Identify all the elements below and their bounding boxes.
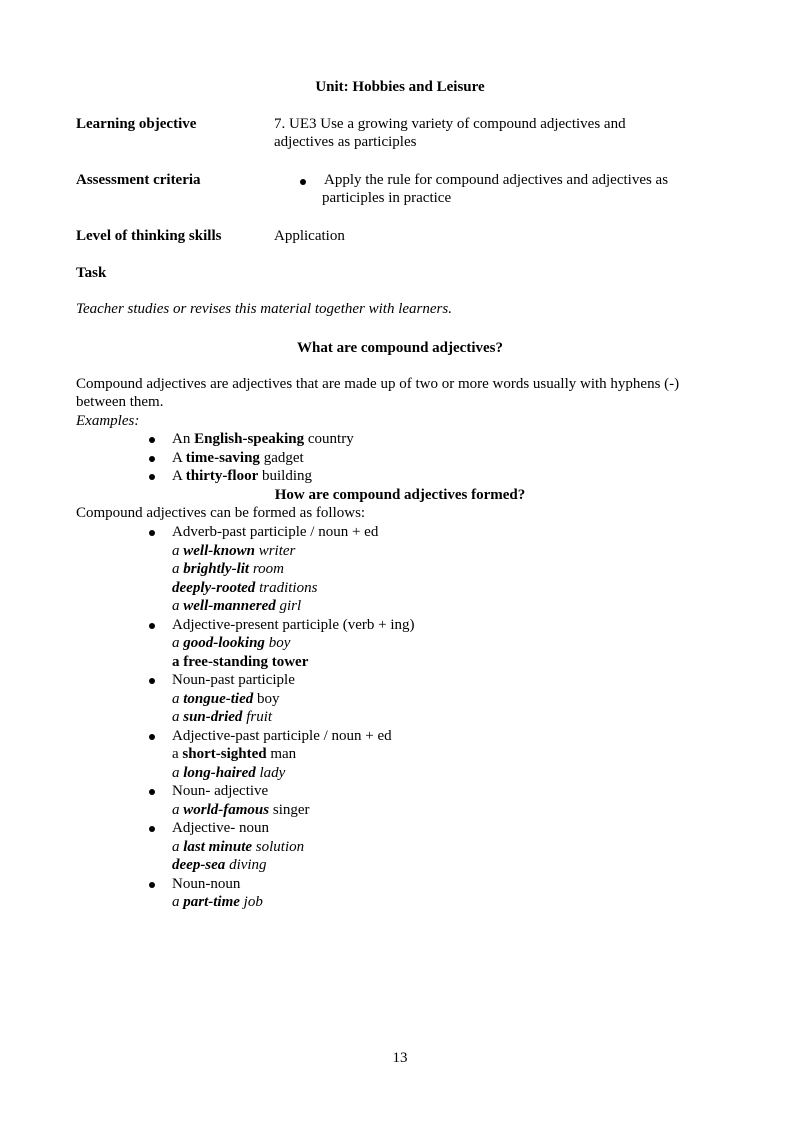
example-item: An English-speaking country (172, 431, 354, 447)
objective-label: Learning objective (76, 116, 197, 132)
rule-example: a last minute solution (172, 838, 305, 855)
thinking-label: Level of thinking skills (76, 228, 222, 244)
list-bullet (149, 789, 155, 795)
rule-example: a brightly-lit room (172, 561, 284, 577)
list-bullet (149, 678, 155, 684)
list-bullet (149, 437, 155, 443)
section1-heading: What are compound adjectives? (297, 340, 503, 356)
rule-example: deep-sea diving (172, 857, 267, 873)
instruction: Teacher studies or revises this material together with learners. (76, 301, 452, 317)
rule-example: a well-mannered girl (172, 598, 302, 614)
rule-item: Adjective- noun (172, 820, 270, 836)
rule-example: a short-sighted man (172, 746, 297, 762)
task-label: Task (76, 265, 107, 281)
rule-item: Adjective-present participle (verb + ing) (172, 616, 415, 633)
criteria-label: Assessment criteria (76, 172, 201, 188)
rule-item: Adjective-past participle / noun + ed (172, 727, 392, 744)
unit-title: Unit: Hobbies and Leisure (315, 79, 485, 95)
criteria-bullet (300, 179, 306, 185)
list-bullet (149, 474, 155, 480)
rule-example: a sun-dried fruit (172, 709, 273, 725)
list-bullet (149, 826, 155, 832)
thinking-value: Application (274, 228, 345, 244)
section2-intro: Compound adjectives can be formed as follows: (76, 505, 366, 521)
objective-value: 7. UE3 Use a growing variety of compound adjectives and adjectives as participles (274, 116, 626, 150)
rule-example: deeply-rooted traditions (172, 579, 318, 596)
criteria-value: Apply the rule for compound adjectives and adjectives as participles in practice (322, 172, 669, 206)
rule-example: a world-famous singer (172, 801, 310, 818)
list-bullet (149, 530, 155, 536)
example-item: A time-saving gadget (172, 449, 304, 466)
list-bullet (149, 456, 155, 462)
list-bullet (149, 882, 155, 888)
rule-item: Noun-noun (172, 875, 241, 892)
page-number: 13 (392, 1050, 408, 1066)
examples-label: Examples: (76, 413, 140, 429)
rule-item: Noun-past participle (172, 672, 295, 688)
rule-item: Adverb-past participle / noun + ed (172, 524, 379, 540)
rule-example: a tongue-tied boy (172, 690, 280, 707)
section2-heading: How are compound adjectives formed? (274, 487, 526, 503)
rule-example: a good-looking boy (172, 635, 291, 651)
list-bullet (149, 623, 155, 629)
rule-item: Noun- adjective (172, 783, 269, 799)
list-bullet (149, 734, 155, 740)
definition: Compound adjectives are adjectives that are made up of two or more words usually with hyphens (-) between them. (76, 376, 680, 410)
rule-example: a free-standing tower (172, 653, 309, 670)
example-item: A thirty-floor building (172, 468, 313, 484)
rule-example: a part-time job (172, 894, 263, 910)
rule-example: a long-haired lady (172, 764, 286, 781)
rule-example: a well-known writer (172, 542, 296, 559)
